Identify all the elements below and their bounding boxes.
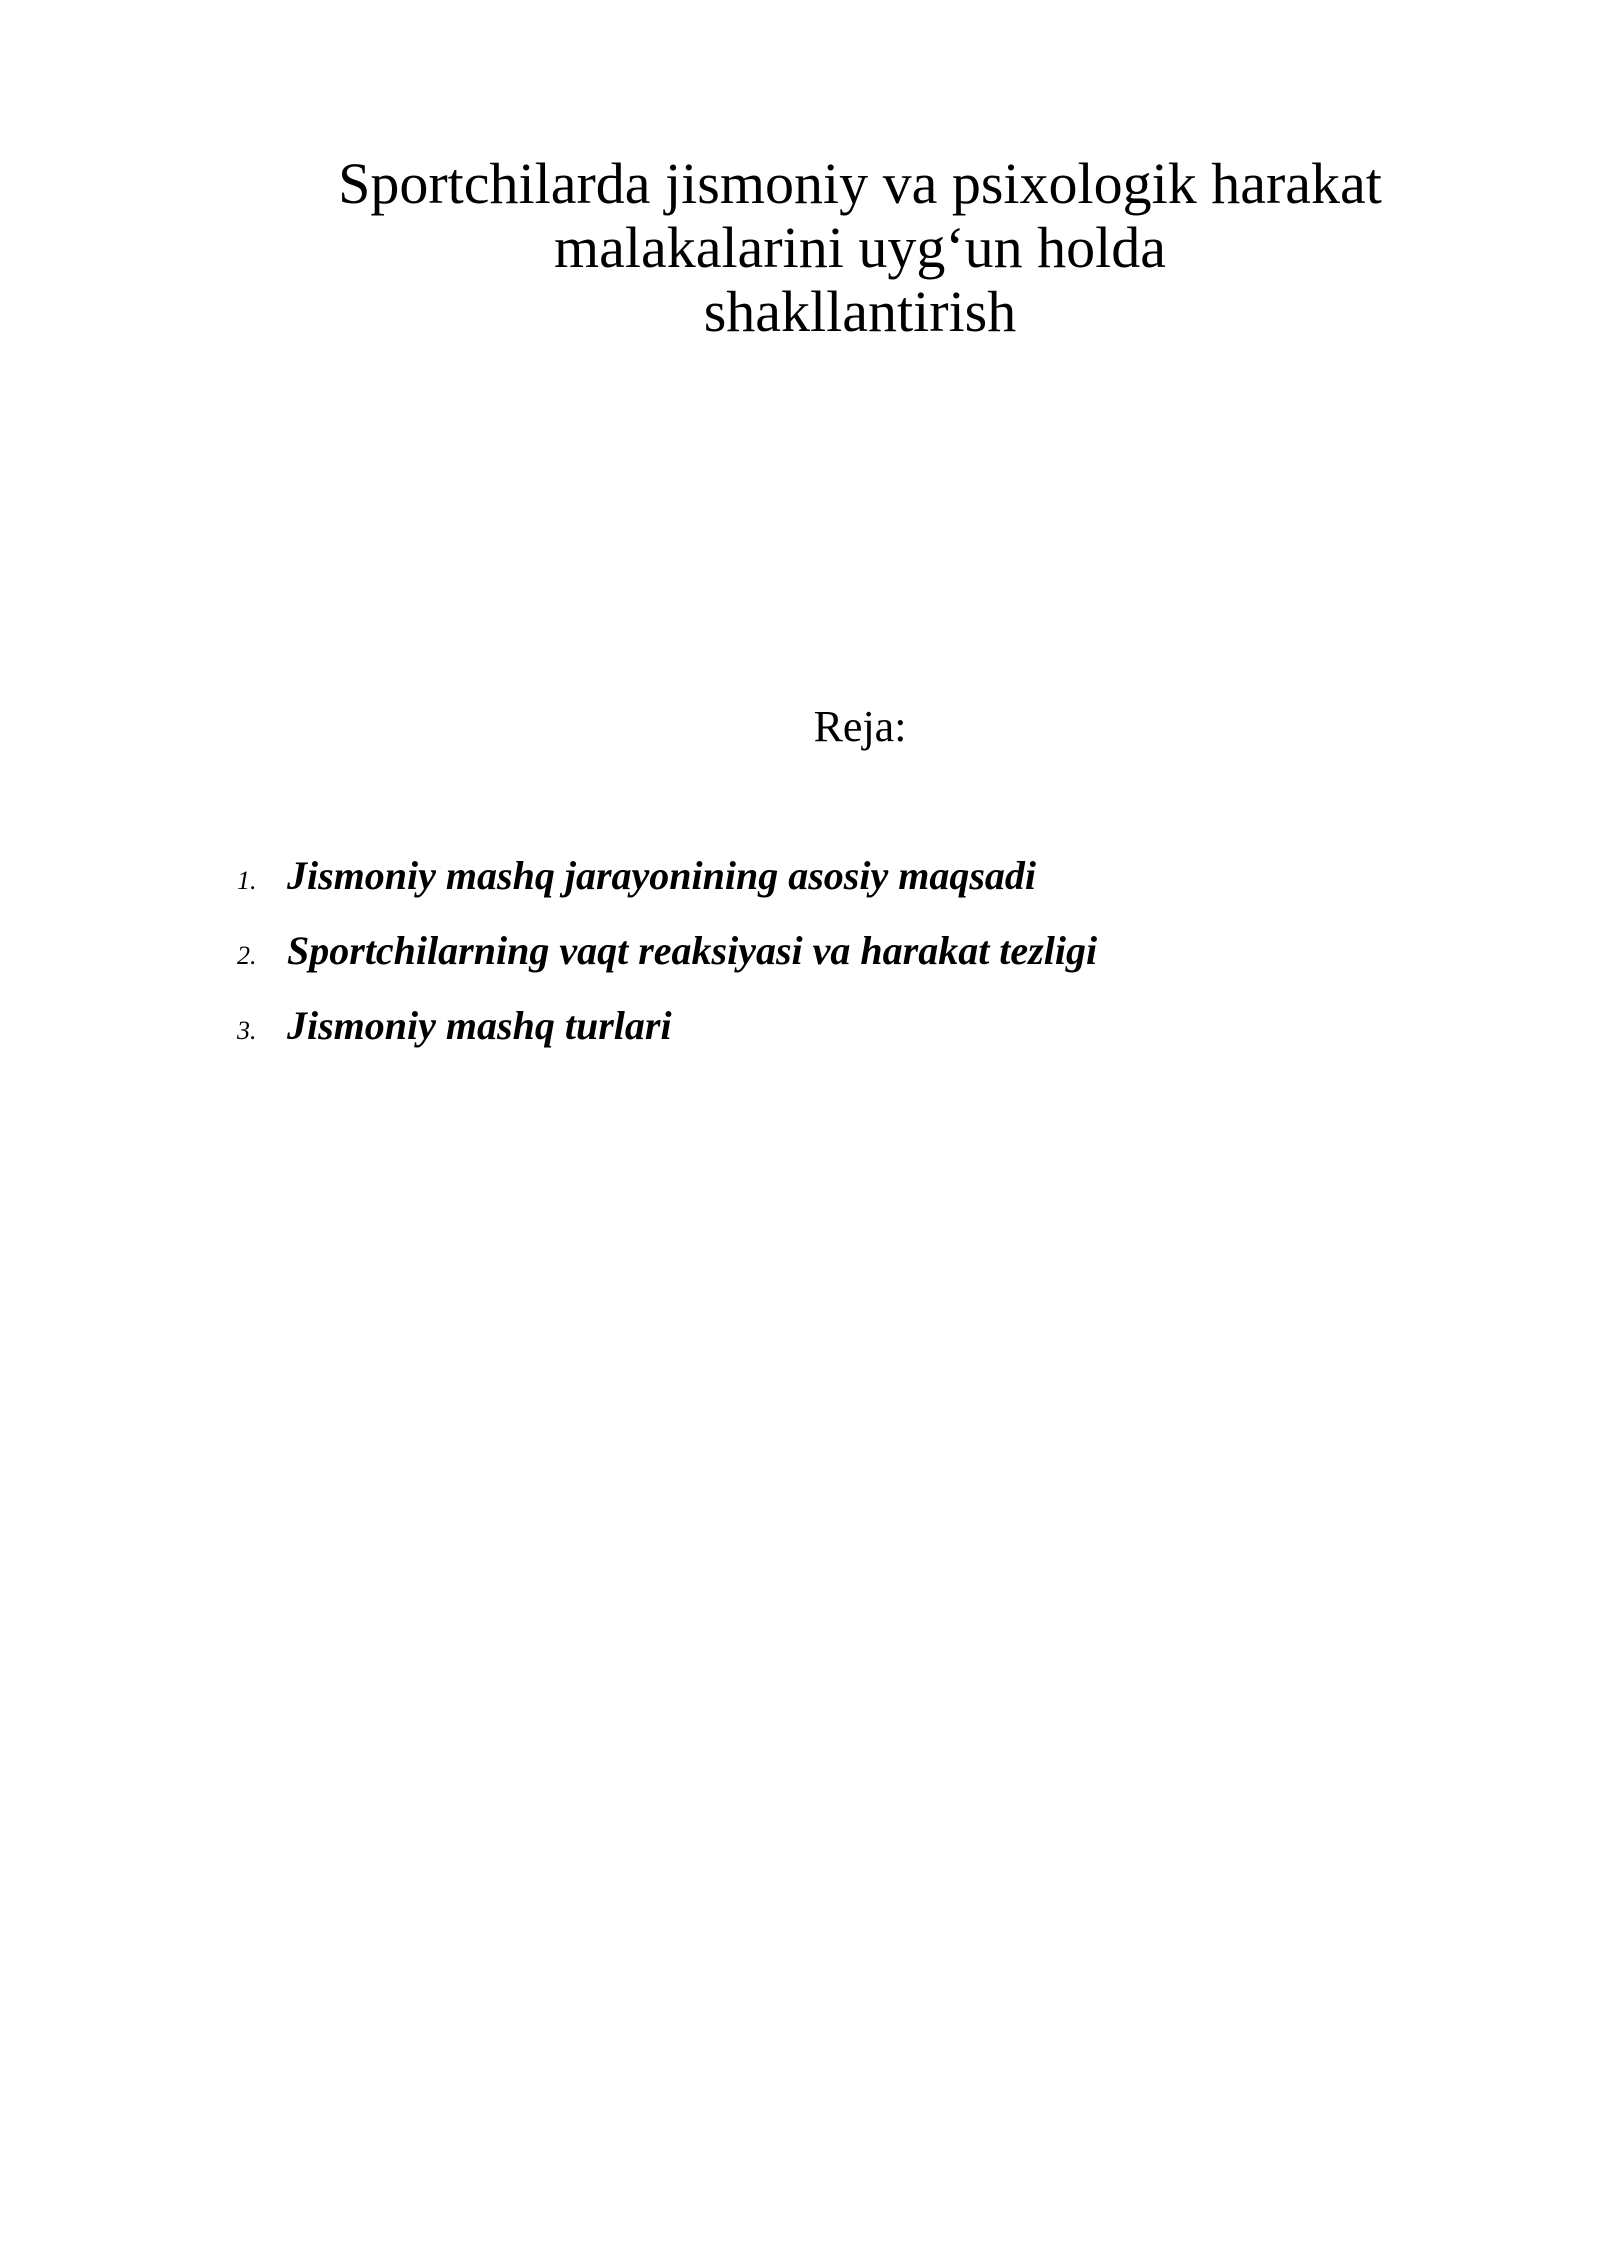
plan-item-number: 3. [237, 1016, 257, 1045]
plan-item-3 [237, 1002, 1097, 1077]
plan-item-number: 2. [237, 941, 257, 970]
title-line-1: Sportchilarda jismoniy va psixologik harakat [338, 151, 1382, 216]
plan-item-number: 1. [237, 866, 257, 895]
plan-item-text: Jismoniy mashq jarayonining asosiy maqsadi [287, 853, 1037, 898]
title-line-3: shakllantirish [703, 279, 1017, 344]
plan-item-1 [237, 852, 1097, 927]
document-title [260, 152, 1460, 344]
plan-list [237, 852, 1097, 1077]
plan-item-2 [237, 927, 1097, 1002]
title-line-2: malakalarini uyg‘un holda [553, 215, 1167, 280]
plan-heading: Reja: [813, 702, 907, 751]
plan-item-text: Sportchilarning vaqt reaksiyasi va harakat tezligi [287, 928, 1098, 973]
plan-item-text: Jismoniy mashq turlari [287, 1003, 672, 1048]
